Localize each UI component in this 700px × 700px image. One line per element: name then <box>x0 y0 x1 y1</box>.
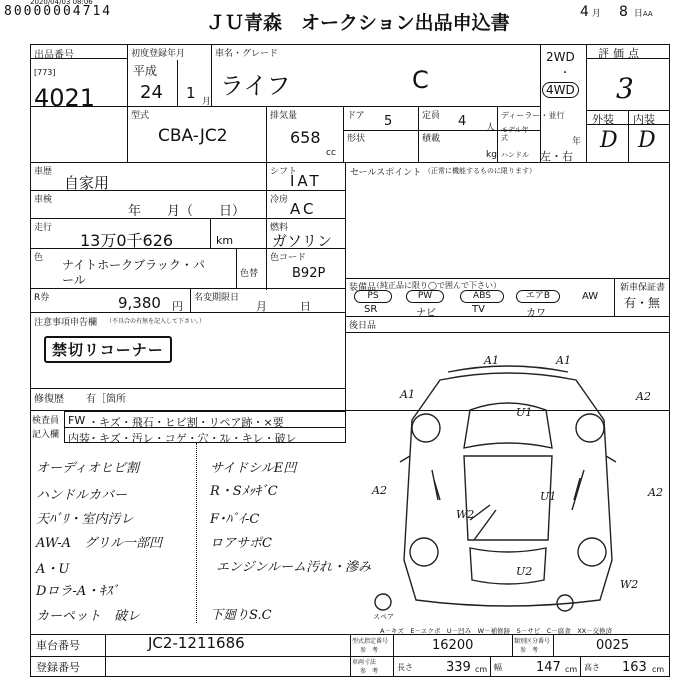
car-grade: C <box>412 66 429 94</box>
model-label: 型式 <box>131 111 150 121</box>
notes-sub: （不具合の有無を記入して下さい。） <box>106 318 206 325</box>
equip-sr: SR <box>364 304 378 315</box>
shift-label: シフト <box>270 167 298 177</box>
height-value: 163 <box>622 660 647 675</box>
equip-leather: カワ <box>526 308 546 319</box>
recycle-unit: 円 <box>172 300 183 313</box>
note-left-7: カーペット 破レ <box>36 609 141 624</box>
aircon-value: AC <box>290 200 317 218</box>
dimensions-sub: 参 考 <box>360 668 379 675</box>
diagram-legend: A－キズ E－エクボ U－凹み W－補修跡 S－サビ C－腐食 XX－交換済 <box>380 627 613 635</box>
capacity-value: 4 <box>458 114 467 129</box>
checks-row1: ・キズ・飛石・ヒビ割・リペア跡・×要 <box>88 416 284 429</box>
notes-label: 注意事項申告欄 <box>34 318 98 328</box>
width-unit: cm <box>565 665 578 674</box>
diagram-mark-6: A2 <box>648 486 663 499</box>
load-label: 積載 <box>422 134 441 144</box>
reg-number-label: 登録番号 <box>36 661 80 674</box>
transfer-label: 名変期限日 <box>194 293 240 303</box>
note-right-6: 下廻りS.C <box>210 608 272 623</box>
registration-month-unit: 月 <box>202 97 212 107</box>
color-value-1: ナイトホークブラック・パ <box>62 258 205 272</box>
equip-tv: TV <box>472 304 485 315</box>
load-unit: kg <box>486 150 497 160</box>
chassis-label: 車台番号 <box>36 639 80 652</box>
lot-number: 4021 <box>34 84 96 112</box>
sales-point-note: （正常に機能するものに限ります） <box>424 167 536 175</box>
date-suffix: AA <box>642 10 653 18</box>
checks-label-1: 検査員 <box>32 416 60 426</box>
length-value: 339 <box>446 660 471 675</box>
new-warranty-value: 有・無 <box>624 296 661 310</box>
displacement-value: 658 <box>290 128 321 147</box>
equip-navi: ナビ <box>416 308 436 319</box>
diagram-mark-4: A2 <box>372 484 387 497</box>
note-right-2: R・SﾒｯｷﾞC <box>210 484 278 499</box>
width-value: 147 <box>536 660 561 675</box>
color-value-2: ール <box>62 273 86 287</box>
diagram-mark-10: W2 <box>456 508 475 521</box>
checks-row1-head: FW <box>68 414 86 427</box>
equip-aw: AW <box>582 291 599 302</box>
class-value: 0025 <box>596 638 630 653</box>
note-right-3: F･ﾊﾞｲ-C <box>210 512 260 527</box>
equipment-note: （純正品に限り◯で囲んで下さい） <box>372 281 501 290</box>
registration-month: 1 <box>186 84 196 102</box>
type-spec-label: 型式指定番号 <box>352 638 389 645</box>
model-value: CBA-JC2 <box>158 126 228 146</box>
history-label: 車歴 <box>34 167 53 177</box>
model-year-label: モデル年式 <box>501 126 529 142</box>
mileage-value: 13万0千626 <box>80 231 174 250</box>
equipment-label: 装備品 <box>349 283 377 293</box>
displacement-label: 排気量 <box>270 111 298 121</box>
note-right-1: サイドシルE凹 <box>210 461 297 476</box>
car-name-label: 車名・グレード <box>215 49 279 59</box>
interior-value: D <box>638 128 656 153</box>
diagram-mark-5: A2 <box>636 390 651 403</box>
lot-sub: [773] <box>34 68 56 77</box>
doors-label: ドア <box>347 111 365 121</box>
note-left-5: A・U <box>36 562 70 577</box>
mileage-label: 走行 <box>34 223 53 233</box>
recycle-value: 9,380 <box>118 294 161 312</box>
checks-row2-head: 内装 <box>68 432 90 445</box>
repair-history-value: 有［箇所 <box>86 394 126 405</box>
length-label: 長さ <box>397 663 413 672</box>
steering-value: 左・右 <box>540 150 573 163</box>
repair-history-label: 修復歴 <box>34 394 64 405</box>
barcode-number: 80000004714 <box>4 4 113 19</box>
equip-airbag: エアB <box>516 290 560 303</box>
class-label: 類別区分番号 <box>514 638 551 645</box>
lot-label: 出品番号 <box>34 50 74 61</box>
rating-value: 3 <box>616 72 634 105</box>
date-day-unit: 日 <box>633 9 643 19</box>
diagram-mark-8: U1 <box>540 490 557 503</box>
equip-pw: PW <box>406 290 444 303</box>
note-left-2: ハンドルカバー <box>36 488 128 503</box>
registration-label: 初度登録年月 <box>131 49 186 59</box>
inspection-text: 年 月（ 日） <box>128 204 246 219</box>
car-name: ライフ <box>220 72 291 100</box>
shift-value: IAT <box>290 172 322 190</box>
equip-abs: ABS <box>460 290 504 303</box>
history-value: 自家用 <box>64 174 110 192</box>
diagram-mark-9: U2 <box>516 565 533 578</box>
diagram-mark-1: A1 <box>484 354 499 367</box>
note-left-4: AW-A グリル一部凹 <box>36 536 163 551</box>
fuel-value: ガソリン <box>272 232 333 250</box>
model-year-unit: 年 <box>572 137 582 147</box>
diagram-mark-2: A1 <box>556 354 571 367</box>
registration-era: 平成 <box>133 64 158 78</box>
aircon-label: 冷房 <box>270 195 289 205</box>
note-left-3: 天ﾊﾞﾘ・室内汚レ <box>36 512 134 527</box>
displacement-unit: cc <box>326 148 336 158</box>
drive-4wd: 4WD <box>542 82 579 98</box>
date-day: 8 <box>618 4 628 20</box>
dimensions-label: 車両寸法 <box>352 659 377 666</box>
sales-point-label: セールスポイント <box>350 168 422 178</box>
height-label: 高さ <box>584 663 600 672</box>
length-unit: cm <box>475 665 488 674</box>
diagram-mark-7: U1 <box>516 406 533 419</box>
exterior-label: 外装 <box>592 113 614 126</box>
registration-year: 24 <box>140 82 163 103</box>
inspection-label: 車検 <box>34 195 53 205</box>
form-title: ＪＵ青森 オークション出品申込書 <box>206 12 510 34</box>
repaint-label: 色替 <box>240 269 259 279</box>
drive-dot: ・ <box>560 68 570 79</box>
checks-row2: ・キズ・汚レ・コゲ・穴・ｽﾚ・キレ・破レ <box>88 432 297 445</box>
exterior-value: D <box>600 128 618 153</box>
note-right-4: ロアサポC <box>210 536 272 551</box>
class-sub: 参 考 <box>520 647 539 654</box>
drive-2wd: 2WD <box>546 50 575 64</box>
date-month-unit: 月 <box>591 9 601 19</box>
color-label: 色 <box>34 253 44 263</box>
new-warranty-label: 新車保証書 <box>620 283 666 293</box>
recycle-label: R券 <box>34 293 50 303</box>
note-right-5: エンジンルーム汚れ・滲み <box>216 560 372 575</box>
note-left-6: Dロラ-A・ｷｽﾞ <box>36 584 119 599</box>
steering-label: ハンドル <box>501 151 529 159</box>
notes-stamp: 禁切リコーナー <box>44 336 172 363</box>
color-code-label: 色コード <box>270 253 307 263</box>
mileage-unit: km <box>216 234 234 247</box>
height-unit: cm <box>652 665 665 674</box>
checks-label-2: 記入欄 <box>32 430 60 440</box>
doors-value: 5 <box>384 114 393 129</box>
transfer-text: 月 日 <box>256 300 311 313</box>
timestamp: 2020/04/03 08:06 <box>30 0 93 6</box>
diagram-mark-3: A1 <box>400 388 415 401</box>
capacity-unit: 人 <box>486 123 496 133</box>
spare-label: スペア <box>373 613 394 621</box>
type-spec-sub: 参 考 <box>360 647 379 654</box>
type-spec-value: 16200 <box>432 638 474 653</box>
shape-label: 形状 <box>347 134 366 144</box>
width-label: 幅 <box>494 663 502 672</box>
equip-ps: PS <box>354 290 392 303</box>
color-code: B92P <box>292 266 326 281</box>
rating-label: 評価点 <box>598 47 643 60</box>
chassis-value: JC2-1211686 <box>148 634 245 652</box>
interior-label: 内装 <box>633 113 655 126</box>
date-month: 4 <box>580 4 589 20</box>
dealer-label: ディーラー・並行 <box>501 111 565 120</box>
aftermarket-label: 後日品 <box>349 321 377 331</box>
diagram-mark-11: W2 <box>620 578 639 591</box>
fuel-label: 燃料 <box>270 223 289 233</box>
capacity-label: 定員 <box>422 111 441 121</box>
note-left-1: オーディオヒビ割 <box>36 461 139 476</box>
